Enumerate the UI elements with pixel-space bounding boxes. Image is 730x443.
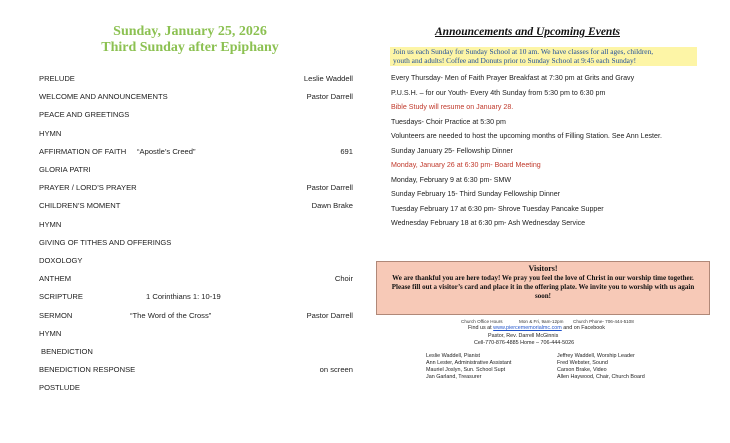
worship-item (39, 310, 353, 322)
worship-item (39, 364, 353, 376)
worship-item (39, 73, 353, 85)
sunday-school-line-1: Join us each Sunday for Sunday School at 10 am. We have classes for all ages, children, (393, 47, 654, 56)
worship-item-name: GLORIA PATRI (39, 165, 91, 174)
worship-item-name: BENEDICTION RESPONSE (39, 365, 136, 375)
staff-member: Jeffrey Waddell, Worship Leader (557, 353, 635, 359)
worship-item (41, 346, 355, 358)
staff-list-left (426, 353, 511, 381)
visitors-box (376, 261, 710, 315)
event-item: Volunteers are needed to host the upcoming months of Filling Station. See Ann Lester. (391, 132, 662, 140)
find-us-line (468, 325, 605, 332)
worship-item (39, 128, 353, 140)
worship-item-name: CHILDREN’S MOMENT (39, 201, 121, 211)
worship-item-name: PRAYER / LORD’S PRAYER (39, 183, 137, 193)
worship-item-leader: Pastor Darrell (306, 92, 353, 102)
event-item: Sunday February 15- Third Sunday Fellowship Dinner (391, 190, 561, 198)
visitors-heading: Visitors! (528, 264, 558, 273)
worship-item-name: PEACE AND GREETINGS (39, 110, 130, 120)
worship-item-name: HYMN (39, 219, 62, 229)
find-us-suffix: and on Facebook (563, 325, 605, 331)
worship-item (39, 200, 353, 212)
website-link[interactable]: www.piercememorialmc.com (493, 325, 562, 331)
event-item: Tuesdays- Choir Practice at 5:30 pm (391, 118, 506, 126)
worship-item (39, 382, 353, 394)
worship-item (39, 182, 353, 194)
staff-member: Mauriel Joslyn, Sun. School Supt (426, 367, 506, 373)
worship-item-name: HYMN (39, 128, 62, 138)
office-hours: Mon & Fri, 9am-12pm (519, 319, 564, 324)
worship-item-name: HYMN (39, 328, 62, 338)
worship-item (39, 328, 353, 340)
worship-item-detail: 1 Corinthians 1: 10-19 (146, 292, 221, 302)
pastor-name: Pastor, Rev. Darrell McGinnis (488, 333, 559, 339)
worship-item (39, 255, 353, 267)
staff-member: Allen Haywood, Chair, Church Board (557, 374, 645, 380)
sunday-school-banner (390, 47, 697, 66)
worship-item-detail: “Apostle’s Creed” (137, 146, 196, 156)
event-item: Monday, January 26 at 6:30 pm- Board Meeting (391, 161, 541, 169)
service-date: Sunday, January 25, 2026 (113, 24, 267, 39)
worship-item-leader: on screen (319, 365, 353, 375)
worship-item-leader: Leslie Waddell (303, 74, 353, 83)
event-item: Every Thursday- Men of Faith Prayer Breakfast at 7:30 pm at Grits and Gravy (391, 74, 635, 82)
worship-item-leader: Choir (334, 274, 353, 284)
worship-item-name: GIVING OF TITHES AND OFFERINGS (39, 237, 172, 247)
worship-item (39, 219, 353, 231)
worship-item-name: SERMON (39, 310, 73, 320)
worship-item-leader: 691 (340, 146, 353, 156)
worship-item-leader: Dawn Brake (311, 201, 353, 211)
worship-item-leader: Pastor Darrell (306, 310, 353, 320)
worship-item-name: WELCOME AND ANNOUNCEMENTS (39, 92, 168, 102)
worship-item (39, 164, 353, 176)
worship-item (39, 273, 353, 285)
worship-item (39, 291, 353, 303)
staff-list-right (557, 353, 645, 381)
find-us-prefix: Find us at (468, 325, 492, 331)
staff-member: Carson Brake, Video (557, 367, 607, 373)
worship-item (39, 237, 353, 249)
church-phone: Church Phone- 706-444-5108 (573, 319, 634, 324)
worship-item (39, 146, 353, 158)
staff-member: Fred Webster, Sound (557, 360, 608, 366)
service-occasion: Third Sunday after Epiphany (101, 40, 279, 55)
worship-item-name: BENEDICTION (41, 347, 93, 356)
worship-item-name: ANTHEM (39, 274, 72, 284)
announcements-title: Announcements and Upcoming Events (435, 26, 620, 38)
staff-member: Ann Lester, Administrative Assistant (426, 360, 512, 366)
worship-item-name: AFFIRMATION OF FAITH (39, 146, 127, 156)
worship-item (39, 91, 353, 103)
worship-item-leader: Pastor Darrell (306, 183, 353, 193)
pastor-phone: Cell-770-876-4885 Home – 706-444-5026 (474, 340, 575, 346)
worship-item (39, 109, 353, 121)
worship-item-name: PRELUDE (39, 74, 75, 83)
worship-item-name: POSTLUDE (39, 383, 80, 393)
event-item: Bible Study will resume on January 28. (391, 103, 514, 111)
worship-item-detail: “The Word of the Cross” (130, 310, 212, 320)
event-item: Tuesday February 17 at 6:30 pm- Shrove Tuesday Pancake Supper (391, 205, 604, 213)
staff-member: Leslie Waddell, Pianist (426, 353, 481, 359)
visitors-message: We are thankful you are here today! We pray you feel the love of Christ in our worship time together. Please fill out a visitor’s card and place it in the offering plate. We invite you to worship with us again soon! (391, 274, 695, 300)
event-item: Sunday January 25- Fellowship Dinner (391, 147, 513, 155)
worship-item-name: DOXOLOGY (39, 256, 83, 265)
worship-item-name: SCRIPTURE (39, 292, 83, 302)
event-item: Monday, February 9 at 6:30 pm- SMW (391, 176, 512, 184)
staff-member: Jan Garland, Treasurer (426, 374, 482, 380)
event-item: P.U.S.H. – for our Youth- Every 4th Sunday from 5:30 pm to 6:30 pm (391, 89, 606, 97)
office-hours-label: Church Office Hours (461, 319, 503, 324)
event-item: Wednesday February 18 at 6:30 pm- Ash Wednesday Service (391, 219, 586, 227)
sunday-school-line-2: youth and adults! Coffee and Donuts prior to Sunday School at 9:45 each Sunday! (393, 56, 637, 65)
